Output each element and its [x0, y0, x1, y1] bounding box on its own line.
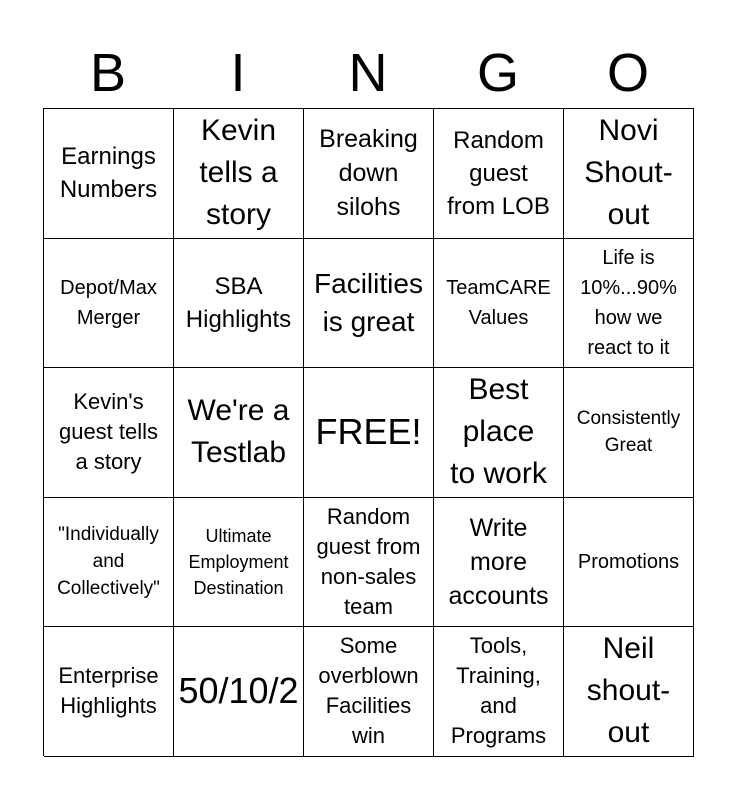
cell-label: Random guest from non-sales team	[316, 503, 421, 619]
bingo-cell[interactable]	[304, 239, 434, 369]
cell-label: Write more accounts	[448, 513, 549, 610]
bingo-cell[interactable]	[174, 368, 304, 498]
header-letter-i: I	[230, 43, 246, 103]
header-letter-o: O	[606, 43, 649, 103]
bingo-cell[interactable]	[564, 627, 694, 757]
header-letter-n: N	[348, 43, 388, 103]
bingo-cell[interactable]	[44, 109, 174, 239]
bingo-cell[interactable]	[434, 109, 564, 239]
cell-label: Neil shout- out	[586, 632, 671, 750]
bingo-header	[43, 38, 693, 108]
cell-label: Tools, Training, and Programs	[450, 633, 547, 749]
cell-label: Earnings Numbers	[59, 143, 158, 204]
cell-label: Ultimate Employment Destination	[188, 525, 289, 598]
bingo-cell[interactable]	[44, 627, 174, 757]
bingo-cell[interactable]	[304, 627, 434, 757]
bingo-cell[interactable]	[564, 498, 694, 628]
cell-label: Consistently Great	[576, 408, 681, 457]
cell-label: Promotions	[577, 550, 680, 573]
bingo-cell free-space[interactable]	[304, 368, 434, 498]
bingo-cell[interactable]	[434, 627, 564, 757]
cell-label: We're a Testlab	[187, 394, 290, 470]
bingo-cell[interactable]	[564, 109, 694, 239]
bingo-cell[interactable]	[44, 498, 174, 628]
bingo-cell[interactable]	[304, 109, 434, 239]
bingo-cell[interactable]	[304, 498, 434, 628]
cell-label: "Individually and Collectively"	[57, 524, 160, 600]
cell-label: Kevin tells a story	[199, 114, 278, 232]
header-letter-b: B	[89, 43, 127, 103]
cell-label: Enterprise Highlights	[58, 663, 159, 719]
bingo-cell[interactable]	[564, 368, 694, 498]
free-space-label: FREE!	[315, 411, 422, 453]
cell-label: Life is 10%...90% how we react to it	[580, 246, 677, 359]
cell-label: Some overblown Facilities win	[318, 633, 419, 749]
cell-label: Breaking down silohs	[319, 125, 418, 222]
bingo-cell[interactable]	[434, 239, 564, 369]
bingo-cell[interactable]	[174, 498, 304, 628]
bingo-cell[interactable]	[174, 109, 304, 239]
cell-label: 50/10/2	[178, 670, 299, 712]
cell-label: Best place to work	[450, 373, 547, 491]
cell-label: Random guest from LOB	[447, 126, 550, 220]
bingo-cell[interactable]	[174, 239, 304, 369]
bingo-cell[interactable]	[44, 239, 174, 369]
bingo-cell[interactable]	[434, 498, 564, 628]
cell-label: Novi Shout- out	[584, 114, 673, 232]
bingo-cell[interactable]	[174, 627, 304, 757]
cell-label: Kevin's guest tells a story	[58, 389, 159, 475]
cell-label: TeamCARE Values	[446, 276, 551, 329]
cell-label: Depot/Max Merger	[60, 276, 157, 329]
cell-label: Facilities is great	[314, 267, 423, 337]
bingo-cell[interactable]	[434, 368, 564, 498]
bingo-grid	[43, 108, 694, 756]
bingo-cell[interactable]	[564, 239, 694, 369]
cell-label: SBA Highlights	[185, 272, 292, 333]
header-letter-g: G	[476, 43, 519, 103]
bingo-cell[interactable]	[44, 368, 174, 498]
